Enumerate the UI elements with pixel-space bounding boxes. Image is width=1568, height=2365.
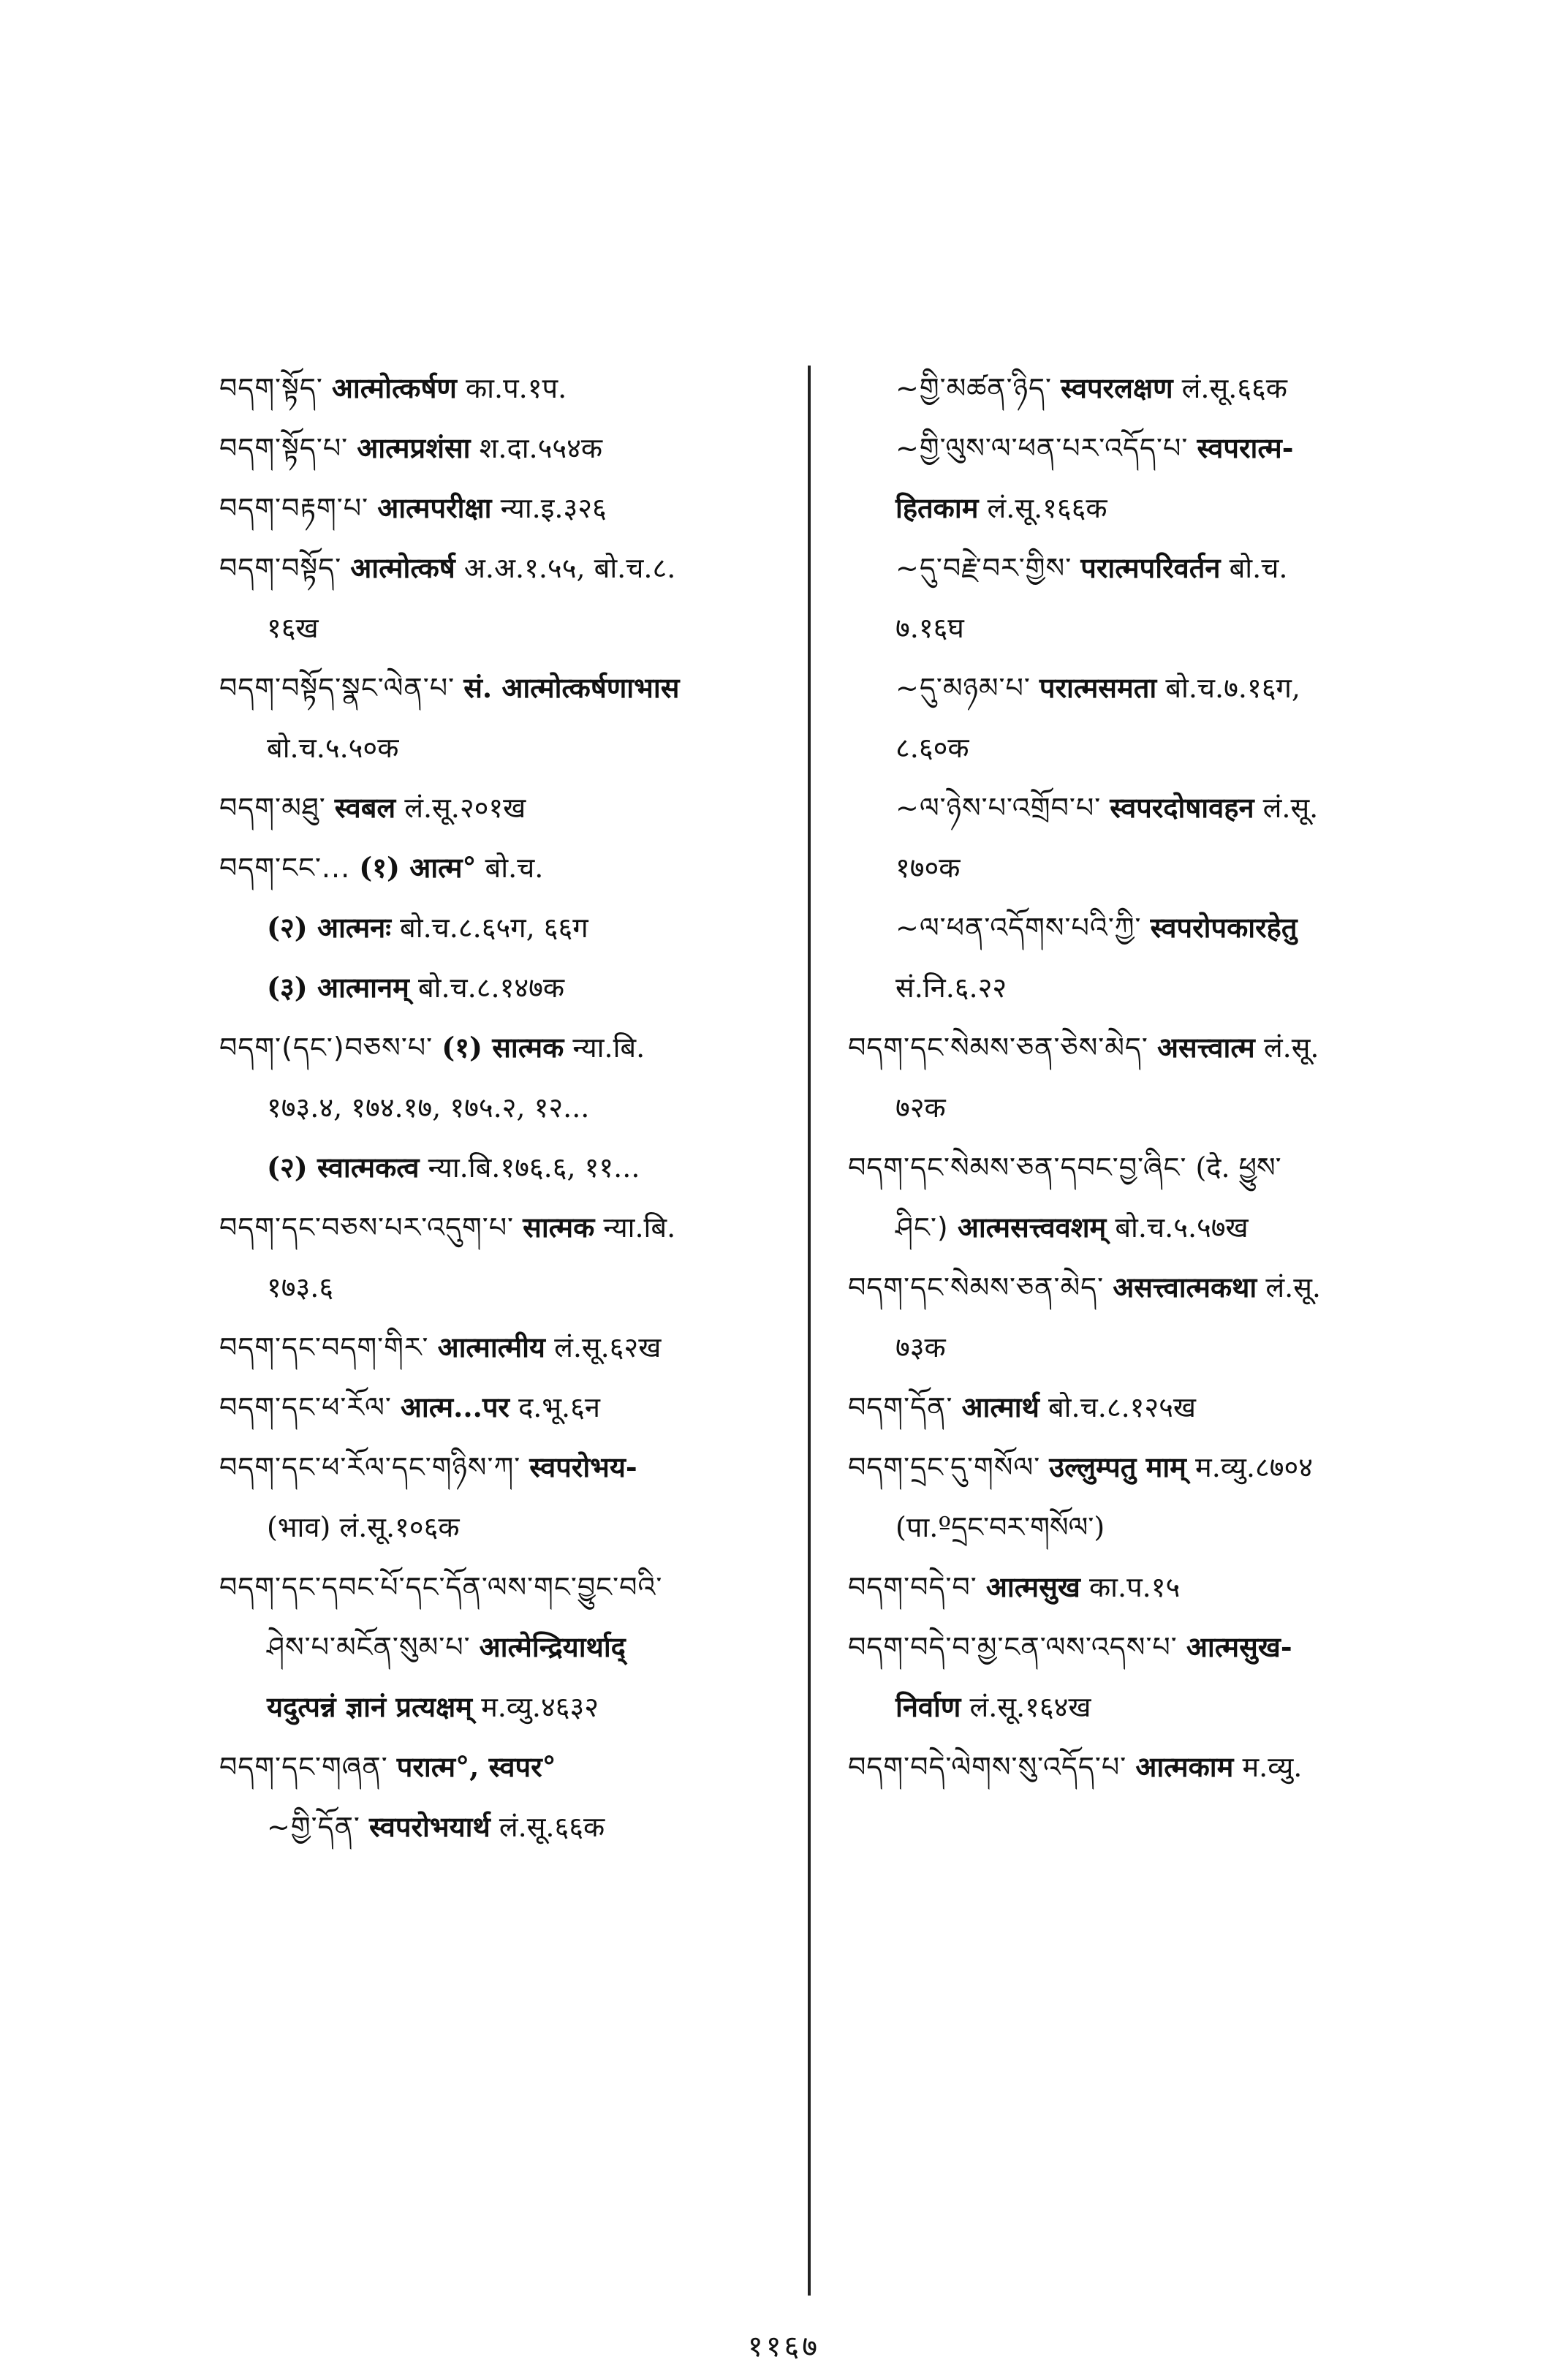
source-reference: म.व्यु. xyxy=(1242,1751,1303,1783)
tibetan-headword: བདག་དང་བདག་གིར་ xyxy=(219,1331,429,1363)
sanskrit-equivalent: आत्म...पर xyxy=(400,1390,510,1423)
dictionary-entry-line xyxy=(219,598,811,658)
sanskrit-equivalent: आत्मप्रशंसा xyxy=(357,431,471,464)
continuation-text: ཤེས་པ་མངོན་སུམ་པ་ xyxy=(267,1631,471,1663)
source-reference: बो.च.८.१४७क xyxy=(417,972,565,1004)
source-reference: लं.सू. xyxy=(1263,1032,1319,1064)
sanskrit-sense: (३) आत्मानम् xyxy=(267,971,409,1004)
tibetan-headword: བདག་བདེ་བ་ xyxy=(848,1571,977,1603)
continuation-text: १७३.६ xyxy=(267,1271,334,1303)
sanskrit-equivalent: सं. आत्मोत्कर्षणाभास xyxy=(463,671,680,704)
source-reference: लं.सू.१०६क xyxy=(339,1511,460,1543)
dictionary-entry-line xyxy=(219,1737,811,1797)
tibetan-headword: བདག་མཐུ་ xyxy=(219,792,326,824)
continuation-text: ७२क xyxy=(895,1091,946,1124)
tibetan-headword: བདག་དོན་ xyxy=(848,1391,953,1423)
dictionary-entry-line xyxy=(219,1557,811,1617)
dictionary-entry-line xyxy=(848,538,1425,598)
sanskrit-equivalent: परात्मपरिवर्तन xyxy=(1080,551,1221,584)
dictionary-entry-line xyxy=(219,838,811,898)
continuation-text: (पा.ºདྲང་བར་གསོལ་) xyxy=(895,1511,1105,1543)
dictionary-entry-line xyxy=(848,418,1425,478)
dictionary-entry-line xyxy=(848,478,1425,538)
tibetan-headword: བདག་དང་ཕ་རོལ་དང་གཉིས་ཀ་ xyxy=(219,1451,521,1483)
dictionary-entry-line xyxy=(219,958,811,1018)
sanskrit-equivalent: परात्म°, स्वपर° xyxy=(396,1750,556,1783)
continuation-text: १७०क xyxy=(895,852,961,884)
dictionary-entry-line xyxy=(219,658,811,718)
tibetan-headword: བདག་ངང་... xyxy=(219,852,351,884)
source-reference: का.प.१प. xyxy=(465,372,567,404)
source-reference: बो.च. xyxy=(1229,552,1288,584)
continuation-text: ~གྱི་ལུས་ལ་ཕན་པར་འདོད་པ་ xyxy=(895,432,1189,464)
tibetan-headword: བདག་བདེ་བ་མྱ་ངན་ལས་འདས་པ་ xyxy=(848,1631,1178,1663)
sanskrit-equivalent: (१) आत्म° xyxy=(359,851,477,884)
sanskrit-equivalent: असत्त्वात्मकथा xyxy=(1113,1271,1257,1303)
dictionary-entry-line xyxy=(848,958,1425,1018)
tibetan-headword: བདག་དང་སེམས་ཅན་ཅེས་མེད་ xyxy=(848,1032,1148,1064)
sanskrit-equivalent: आत्मपरीक्षा xyxy=(377,491,492,524)
dictionary-entry-line xyxy=(848,598,1425,658)
dictionary-entry-line xyxy=(848,1317,1425,1377)
source-reference: लं.सू.२०१ख xyxy=(404,792,526,824)
source-reference: लं.सू.६६क xyxy=(1181,372,1287,404)
continuation-text: ~གྱི་མཚན་ཉིད་ xyxy=(895,372,1052,404)
dictionary-entry-line xyxy=(219,358,811,418)
continuation-text: सं.नि.६.२२ xyxy=(895,972,1007,1004)
source-reference: अ.अ.१.५५, बो.च.८. xyxy=(463,552,676,584)
continuation-text: ७.१६घ xyxy=(895,612,964,644)
sanskrit-equivalent: आत्मसत्त्ववशम् xyxy=(957,1211,1107,1244)
source-reference: न्या.इ.३२६ xyxy=(500,492,607,524)
source-reference: लं.सू.६६क xyxy=(499,1811,605,1843)
dictionary-entry-line xyxy=(848,778,1425,838)
continuation-text: ~དུ་མཉམ་པ་ xyxy=(895,672,1031,704)
dictionary-entry-line xyxy=(219,718,811,778)
dictionary-entry-line xyxy=(219,1078,811,1138)
sanskrit-equivalent: स्वबल xyxy=(334,791,396,824)
dictionary-entry-line xyxy=(219,1797,811,1857)
dictionary-entry-line xyxy=(219,898,811,958)
tibetan-headword: བདག་དང་སེམས་ཅན་མེད་ xyxy=(848,1271,1105,1303)
dictionary-entry-line xyxy=(219,1317,811,1377)
sanskrit-equivalent: उल्लुम्पतु माम् xyxy=(1049,1450,1186,1483)
sanskrit-equivalent: स्वपरलक्षण xyxy=(1061,371,1173,404)
sanskrit-equivalent: आत्मसुख xyxy=(985,1570,1080,1603)
source-reference: लं.सू. xyxy=(1265,1271,1321,1303)
continuation-text: १७३.४, १७४.१७, १७५.२, १२... xyxy=(267,1091,590,1124)
continuation-text: ~གྱི་དོན་ xyxy=(267,1811,360,1843)
sanskrit-equivalent: आत्मार्थ xyxy=(961,1390,1039,1423)
dictionary-entry-line xyxy=(848,1138,1425,1197)
continuation-text: ~དུ་བརྗེ་བར་གྱིས་ xyxy=(895,552,1072,584)
source-reference: बो.च.७.१६ग, xyxy=(1165,672,1300,704)
dictionary-entry-line xyxy=(848,838,1425,898)
sanskrit-equivalent: असत्त्वात्म xyxy=(1157,1031,1255,1064)
page-number: ११६७ xyxy=(747,2330,821,2364)
sanskrit-equivalent: आत्मकाम xyxy=(1135,1750,1234,1783)
source-reference: द.भू.६न xyxy=(518,1391,600,1423)
dictionary-entry-line xyxy=(219,1018,811,1078)
tibetan-headword: བདག་དང་དབང་པོ་དང་དོན་ལས་གང་བྱུང་བའི་ xyxy=(219,1571,663,1603)
source-reference: बो.च.५.५७ख xyxy=(1115,1211,1249,1244)
dictionary-entry-line xyxy=(848,358,1425,418)
dictionary-entry-line xyxy=(219,1138,811,1197)
sanskrit-equivalent: आत्मात्मीय xyxy=(437,1331,545,1363)
dictionary-entry-line xyxy=(219,778,811,838)
source-reference: म.व्यु.४६३२ xyxy=(481,1691,599,1723)
dictionary-entry-line xyxy=(219,1257,811,1317)
sanskrit-sense: (२) आत्मनः xyxy=(267,911,391,944)
continuation-text: ७३क xyxy=(895,1331,946,1363)
tibetan-headword: བདག་དང་ཕ་རོལ་ xyxy=(219,1391,392,1423)
right-column xyxy=(848,358,1425,1797)
source-reference: बो.च. xyxy=(485,852,544,884)
dictionary-entry-line xyxy=(848,1257,1425,1317)
source-reference: (दे. ཕྱུས་ xyxy=(1195,1151,1281,1184)
tibetan-headword: བདག་དྲང་དུ་གསོལ་ xyxy=(848,1451,1041,1483)
continuation-text: हितकाम xyxy=(895,491,979,524)
source-reference: का.प.१५ xyxy=(1088,1571,1181,1603)
continuation-text: १६ख xyxy=(267,612,319,644)
tibetan-headword: བདག་དང་སེམས་ཅན་དབང་བྱ་ཞིང་ xyxy=(848,1151,1187,1184)
dictionary-entry-line xyxy=(848,1437,1425,1497)
sanskrit-equivalent: परात्मसमता xyxy=(1039,671,1157,704)
source-reference: श.दा.५५४क xyxy=(479,432,603,464)
tibetan-headword: བདག་བསྟོད་སྣང་ལེན་པ་ xyxy=(219,672,455,704)
dictionary-entry-line xyxy=(219,478,811,538)
sanskrit-equivalent: स्वपरात्म- xyxy=(1197,431,1294,464)
source-reference: म.व्यु.८७०४ xyxy=(1195,1451,1313,1483)
column-divider xyxy=(808,366,811,2296)
tibetan-headword: བདག་བསྟོད་ xyxy=(219,552,342,584)
sanskrit-equivalent: स्वपरोभय- xyxy=(529,1450,637,1483)
sanskrit-equivalent: आत्मोत्कर्षण xyxy=(331,371,457,404)
source-reference: लं.सू.१६६क xyxy=(987,492,1107,524)
tibetan-headword: བདག་དང་བཅས་པར་འདུག་པ་ xyxy=(219,1211,515,1244)
continuation-text: ~ལ་ཉེས་པ་འགྲོབ་པ་ xyxy=(895,792,1102,824)
sanskrit-equivalent: स्वपरोपकारहेतु xyxy=(1150,911,1298,944)
continuation-text: ཤིང་) xyxy=(895,1211,949,1244)
sanskrit-equivalent: आत्मोत्कर्ष xyxy=(350,551,455,584)
continuation-text: ८.६०क xyxy=(895,732,969,764)
dictionary-entry-line xyxy=(848,1078,1425,1138)
continuation-text: निर्वाण xyxy=(895,1690,961,1723)
tibetan-headword: བདག་བརྟག་པ་ xyxy=(219,492,369,524)
dictionary-entry-line xyxy=(848,658,1425,718)
dictionary-entry-line xyxy=(219,1437,811,1497)
continuation-text: बो.च.५.५०क xyxy=(267,732,399,764)
dictionary-entry-line xyxy=(848,898,1425,958)
tibetan-headword: བདག་(དང་)བཅས་པ་ xyxy=(219,1032,433,1064)
dictionary-entry-line xyxy=(848,1018,1425,1078)
dictionary-entry-line xyxy=(848,1377,1425,1437)
dictionary-entry-line xyxy=(219,1677,811,1737)
dictionary-entry-line xyxy=(848,1737,1425,1797)
tibetan-headword: བདག་སྟོད་ xyxy=(219,372,323,404)
dictionary-entry-line xyxy=(219,1617,811,1677)
sanskrit-equivalent: स्वपरोभयार्थ xyxy=(369,1810,491,1843)
dictionary-entry-line xyxy=(848,718,1425,778)
dictionary-entry-line xyxy=(219,538,811,598)
sanskrit-equivalent: आत्मसुख- xyxy=(1186,1630,1292,1663)
dictionary-entry-line xyxy=(848,1557,1425,1617)
source-reference: बो.च.८.६५ग, ६६ग xyxy=(400,912,588,944)
continuation-text: यदुत्पन्नं ज्ञानं प्रत्यक्षम् xyxy=(267,1690,472,1723)
dictionary-entry-line xyxy=(848,1197,1425,1257)
sanskrit-equivalent: स्वपरदोषावहन xyxy=(1110,791,1254,824)
tibetan-headword: བདག་བདེ་ལེགས་སུ་འདོད་པ་ xyxy=(848,1751,1127,1783)
dictionary-entry-line xyxy=(219,1377,811,1437)
continuation-text: ~ལ་ཕན་འདོགས་པའི་ཀྱི་ xyxy=(895,912,1142,944)
tibetan-headword: བདག་སྟོད་པ་ xyxy=(219,432,349,464)
source-reference: लं.सू.१६४ख xyxy=(969,1691,1091,1723)
sanskrit-equivalent: सात्मक xyxy=(523,1211,595,1244)
source-reference: बो.च.८.१२५ख xyxy=(1048,1391,1197,1423)
dictionary-entry-line xyxy=(219,418,811,478)
source-reference: न्या.बि.१७६.६, ११... xyxy=(428,1151,640,1184)
dictionary-entry-line xyxy=(848,1497,1425,1557)
dictionary-entry-line xyxy=(219,1197,811,1257)
source-reference: न्या.बि. xyxy=(572,1032,645,1064)
continuation-text: (भाव) xyxy=(267,1511,331,1543)
dictionary-entry-line xyxy=(219,1497,811,1557)
source-reference: न्या.बि. xyxy=(603,1211,676,1244)
sanskrit-sense: (२) स्वात्मकत्व xyxy=(267,1151,420,1184)
left-column xyxy=(219,358,811,1857)
tibetan-headword: བདག་དང་གཞན་ xyxy=(219,1751,388,1783)
dictionary-entry-line xyxy=(848,1617,1425,1677)
source-reference: लं.सू. xyxy=(1262,792,1319,824)
dictionary-entry-line xyxy=(848,1677,1425,1737)
source-reference: लं.सू.६२ख xyxy=(554,1331,662,1363)
sanskrit-equivalent: आत्मेन्द्रियार्थाद् xyxy=(479,1630,626,1663)
sanskrit-equivalent: (१) सात्मक xyxy=(442,1031,564,1064)
